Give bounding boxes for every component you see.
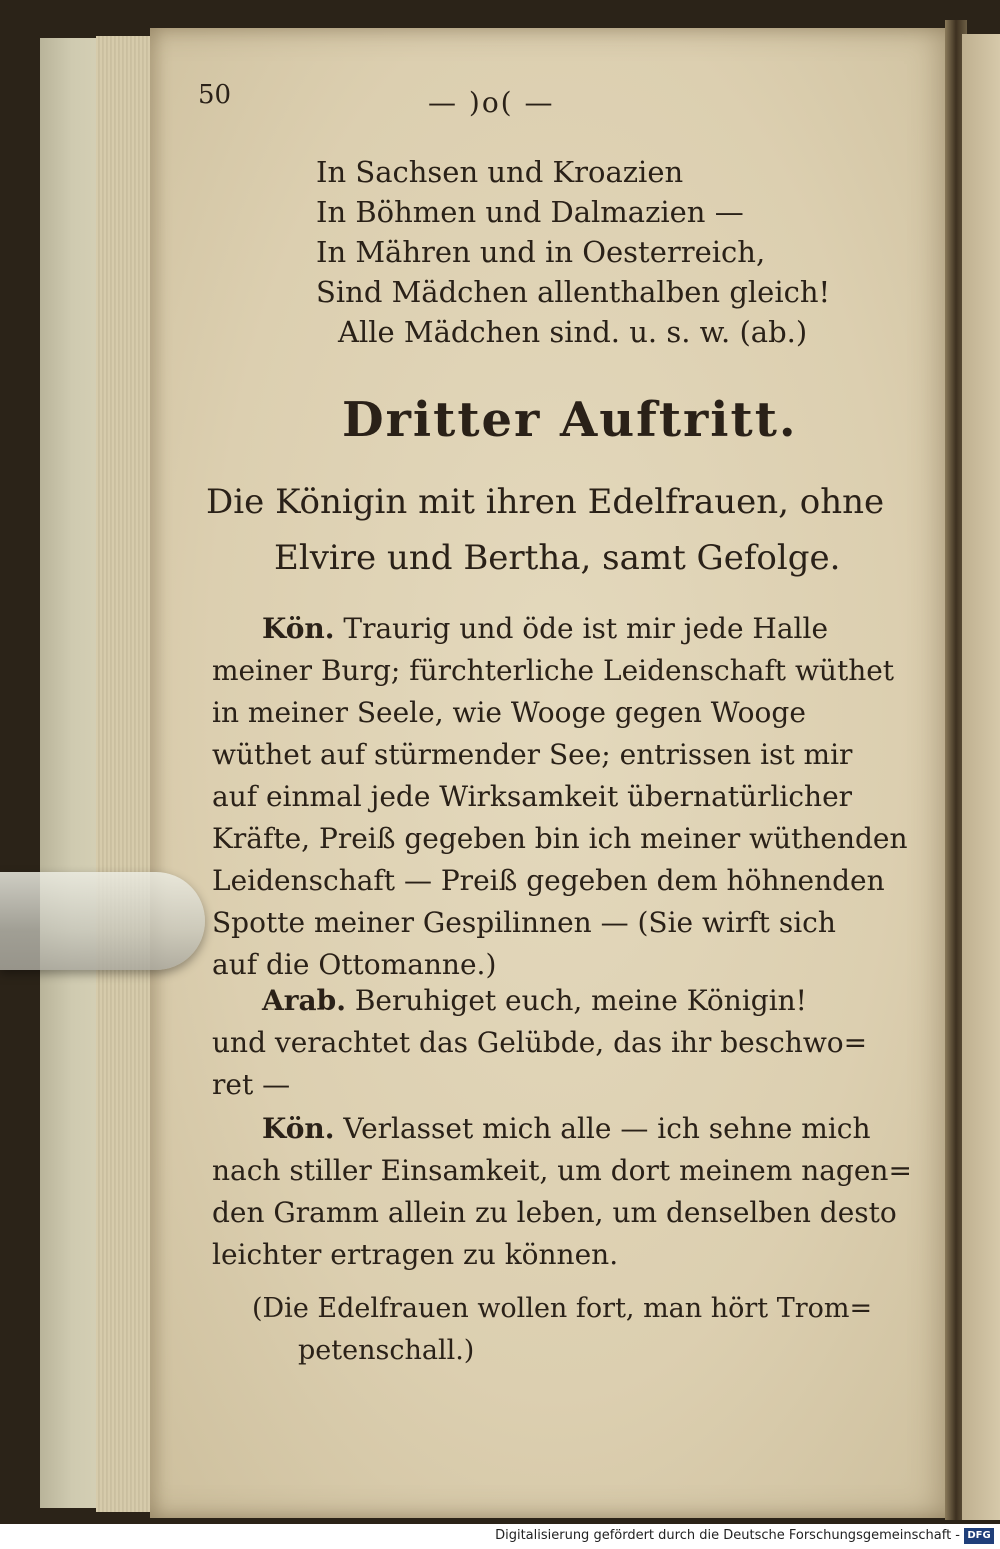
page-holder-clip xyxy=(0,872,205,970)
funding-credit: Digitalisierung gefördert durch die Deutsche Forschungsgemeinschaft - xyxy=(495,1528,960,1543)
cast-line: Elvire und Bertha, samt Gefolge. xyxy=(274,538,841,578)
verse-line: Sind Mädchen allenthalben gleich! xyxy=(316,275,831,309)
scene-title: Dritter Auftritt. xyxy=(342,392,798,448)
stage-direction-line: (Die Edelfrauen wollen fort, man hört Trom= xyxy=(252,1293,873,1324)
speech-block xyxy=(212,1108,912,1276)
speech-line: Kräfte, Preiß gegeben bin ich meiner wüthenden xyxy=(212,822,908,855)
speech-line: auf einmal jede Wirksamkeit übernatürlicher xyxy=(212,780,853,813)
stage-direction xyxy=(252,1288,872,1372)
speech-line: auf die Ottomanne.) xyxy=(212,948,497,981)
speech-block xyxy=(212,980,867,1106)
verse-line: In Sachsen und Kroazien xyxy=(316,155,684,189)
speaker-name: Arab. xyxy=(262,984,346,1017)
speaker-name: Kön. xyxy=(262,612,335,645)
page-number: 50 xyxy=(198,80,232,110)
speaker-name: Kön. xyxy=(262,1112,335,1145)
speech-line: nach stiller Einsamkeit, um dort meinem nagen= xyxy=(212,1154,912,1187)
song-verse xyxy=(316,152,830,352)
speech-line: Spotte meiner Gespilinnen — (Sie wirft sich xyxy=(212,906,836,939)
cast-line: Die Königin mit ihren Edelfrauen, ohne xyxy=(206,482,885,522)
speech-line: in meiner Seele, wie Wooge gegen Wooge xyxy=(212,696,806,729)
speech-line: wüthet auf stürmender See; entrissen ist mir xyxy=(212,738,853,771)
speech-line: den Gramm allein zu leben, um denselben desto xyxy=(212,1196,897,1229)
verse-line: In Mähren und in Oesterreich, xyxy=(316,235,766,269)
stage-direction-line: petenschall.) xyxy=(298,1335,475,1366)
speech-block xyxy=(212,608,908,986)
dfg-logo-icon: DFG xyxy=(964,1528,994,1544)
speech-line: und verachtet das Gelübde, das ihr beschwo= xyxy=(212,1026,868,1059)
facing-page-edge xyxy=(962,34,1000,1520)
scene-cast xyxy=(206,474,884,586)
running-head: — )o( — xyxy=(428,86,555,119)
verse-refrain: Alle Mädchen sind. u. s. w. (ab.) xyxy=(338,315,808,349)
speech-line: Beruhiget euch, meine Königin! xyxy=(354,984,807,1017)
speech-line: Leidenschaft — Preiß gegeben dem höhnenden xyxy=(212,864,885,897)
page-edges xyxy=(96,36,156,1512)
speech-line: meiner Burg; fürchterliche Leidenschaft wüthet xyxy=(212,654,895,687)
speech-line: Verlasset mich alle — ich sehne mich xyxy=(343,1112,871,1145)
speech-line: leichter ertragen zu können. xyxy=(212,1238,619,1271)
footer-bar xyxy=(0,1524,1000,1549)
verse-line: In Böhmen und Dalmazien — xyxy=(316,195,744,229)
speech-line: Traurig und öde ist mir jede Halle xyxy=(343,612,829,645)
speech-line: ret — xyxy=(212,1068,291,1101)
